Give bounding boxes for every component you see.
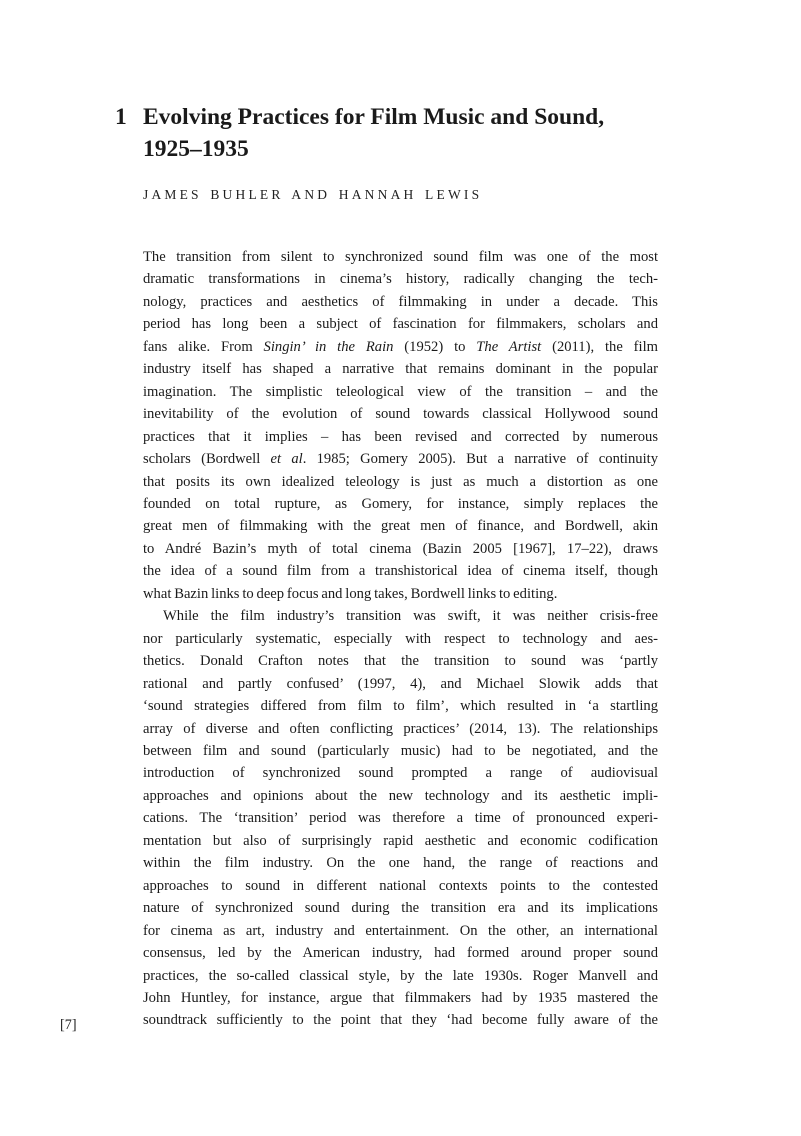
italic-text-run: Singin’ in the Rain — [263, 338, 394, 355]
text-line — [143, 381, 658, 403]
text-run: between film and sound (particularly music) had to be negotiated, and the — [143, 742, 658, 759]
text-run: within the film industry. On the one hand, the range of reactions and — [143, 855, 658, 872]
text-run: soundtrack sufficiently to the point that they ‘had become fully aware of the — [143, 1012, 658, 1029]
text-run: array of diverse and often conflicting practices’ (2014, 13). The relationships — [143, 720, 658, 737]
text-line — [143, 875, 658, 897]
chapter-heading — [115, 101, 604, 165]
body-text — [143, 246, 658, 1032]
page-number: [7] — [60, 1017, 77, 1033]
text-run: the idea of a sound film from a transhistorical idea of cinema itself, though — [143, 563, 658, 580]
text-line — [143, 718, 658, 740]
text-run: thetics. Donald Crafton notes that the transition to sound was ‘partly — [143, 653, 658, 670]
text-run: (2011), the film — [541, 338, 658, 355]
text-run: (1952) to — [393, 338, 477, 355]
text-run: nature of synchronized sound during the transition era and its implications — [143, 900, 658, 917]
chapter-title-line1: Evolving Practices for Film Music and Sound, — [143, 104, 605, 130]
text-line — [143, 830, 658, 852]
text-run: for cinema as art, industry and entertainment. On the other, an international — [143, 922, 658, 939]
text-line — [143, 448, 658, 470]
text-line — [143, 695, 658, 717]
chapter-number: 1 — [115, 104, 127, 130]
text-run: period has long been a subject of fascination for filmmakers, scholars and — [143, 316, 658, 333]
italic-text-run: et al — [270, 451, 303, 468]
text-run: what Bazin links to deep focus and long takes, Bordwell links to editing. — [143, 585, 558, 602]
text-line — [143, 268, 658, 290]
text-line — [143, 426, 658, 448]
text-run: rational and partly confused’ (1997, 4), and Michael Slowik adds that — [143, 675, 658, 692]
text-line — [143, 583, 658, 605]
text-line — [143, 291, 658, 313]
text-run: inevitability of the evolution of sound towards classical Hollywood sound — [143, 406, 658, 423]
text-run: industry itself has shaped a narrative that remains dominant in the popular — [143, 361, 658, 378]
text-line — [143, 515, 658, 537]
text-run: While the film industry’s transition was swift, it was neither crisis-free — [163, 608, 658, 625]
text-run: introduction of synchronized sound prompted a range of audiovisual — [143, 765, 658, 782]
text-line — [143, 673, 658, 695]
text-line — [143, 605, 658, 627]
text-run: to André Bazin’s myth of total cinema (Bazin 2005 [1967], 17–22), draws — [143, 540, 658, 557]
paragraph — [143, 605, 658, 1032]
text-run: consensus, led by the American industry, had formed around proper sound — [143, 945, 658, 962]
text-run: approaches to sound in different national contexts points to the contested — [143, 877, 658, 894]
text-run: nology, practices and aesthetics of filmmaking in under a decade. This — [143, 293, 658, 310]
text-run: approaches and opinions about the new technology and its aesthetic impli- — [143, 787, 658, 804]
text-line — [143, 493, 658, 515]
text-line — [143, 650, 658, 672]
text-line — [143, 313, 658, 335]
text-line — [143, 246, 658, 268]
text-line — [143, 920, 658, 942]
text-line — [143, 942, 658, 964]
text-run: dramatic transformations in cinema’s history, radically changing the tech- — [143, 271, 658, 288]
text-line — [143, 628, 658, 650]
text-line — [143, 538, 658, 560]
italic-text-run: The Artist — [476, 338, 542, 355]
paragraph — [143, 246, 658, 605]
text-line — [143, 897, 658, 919]
chapter-title — [143, 101, 604, 165]
text-line — [143, 785, 658, 807]
chapter-title-line2: 1925–1935 — [143, 136, 249, 162]
text-run: The transition from silent to synchronized sound film was one of the most — [143, 249, 658, 265]
text-line — [143, 336, 658, 358]
text-run: nor particularly systematic, especially with respect to technology and aes- — [143, 630, 658, 647]
text-line — [143, 560, 658, 582]
text-run: mentation but also of surprisingly rapid aesthetic and economic codification — [143, 832, 658, 849]
text-run: . 1985; Gomery 2005). But a narrative of continuity — [302, 451, 658, 468]
text-line — [143, 965, 658, 987]
text-run: imagination. The simplistic teleological view of the transition – and the — [143, 383, 658, 400]
text-line — [143, 807, 658, 829]
chapter-authors: JAMES BUHLER AND HANNAH LEWIS — [143, 187, 483, 202]
text-run: founded on total rupture, as Gomery, for instance, simply replaces the — [143, 495, 658, 512]
text-line — [143, 987, 658, 1009]
text-line — [143, 471, 658, 493]
text-line — [143, 358, 658, 380]
text-run: that posits its own idealized teleology is just as much a distortion as one — [143, 473, 658, 490]
text-run: fans alike. From — [143, 338, 264, 355]
text-run: ‘sound strategies differed from film to film’, which resulted in ‘a startling — [143, 698, 658, 715]
text-run: practices, the so-called classical style, by the late 1930s. Roger Manvell and — [143, 967, 658, 984]
text-run: cations. The ‘transition’ period was therefore a time of pronounced experi- — [143, 810, 658, 827]
text-run: practices that it implies – has been revised and corrected by numerous — [143, 428, 658, 445]
text-run: John Huntley, for instance, argue that filmmakers had by 1935 mastered the — [143, 989, 658, 1006]
text-run: great men of filmmaking with the great men of finance, and Bordwell, akin — [143, 518, 658, 535]
text-line — [143, 852, 658, 874]
text-line — [143, 762, 658, 784]
text-line — [143, 403, 658, 425]
text-line — [143, 740, 658, 762]
text-run: scholars (Bordwell — [143, 451, 271, 468]
text-line — [143, 1009, 658, 1031]
